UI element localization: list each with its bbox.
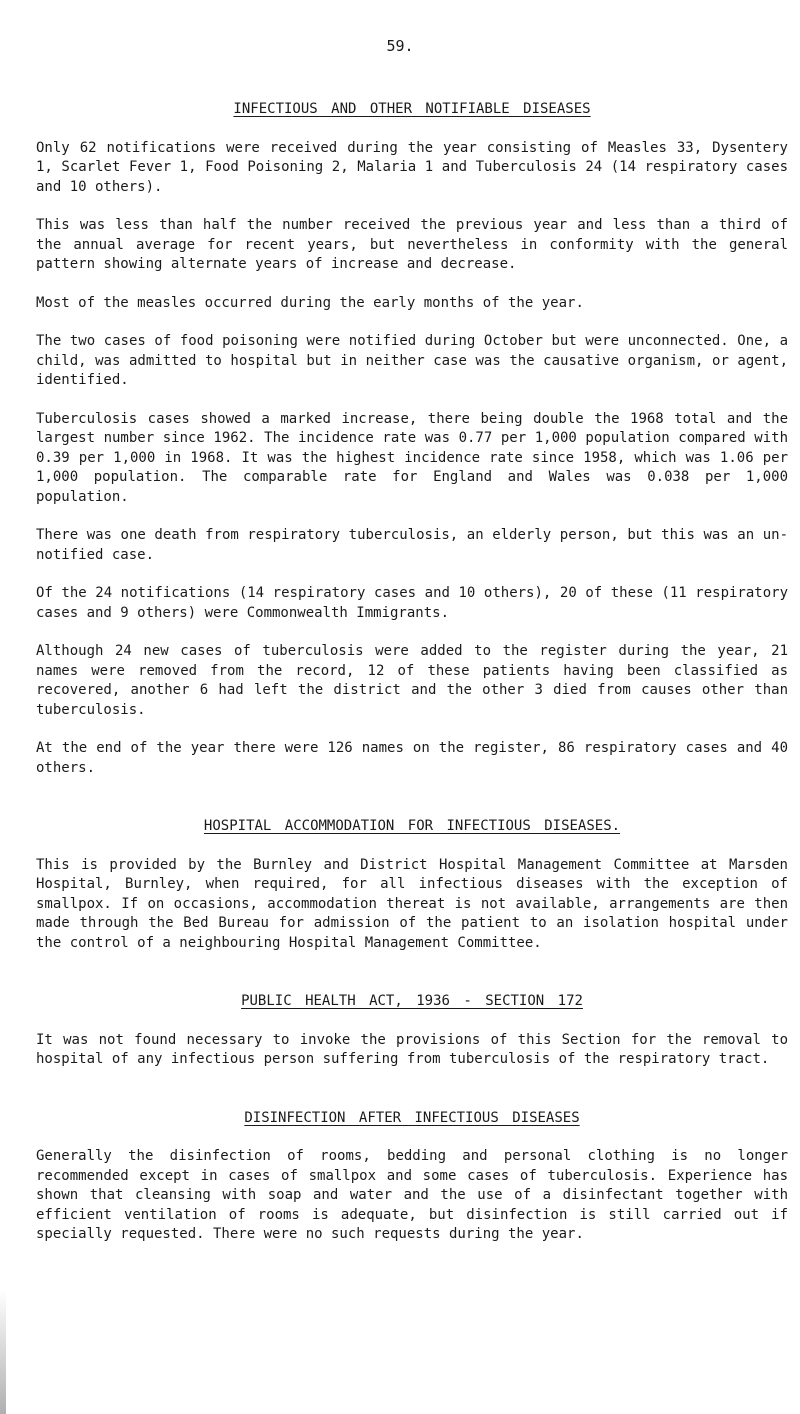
document-body [36,100,788,1264]
paragraph: Only 62 notifications were received during the year consisting of Measles 33, Dysentery 1, Scarlet Fever 1, Food Poisoning 2, Malaria 1 and Tuberculosis 24 (14 respiratory cases and 10 others). [36,139,788,195]
section-hospital-accommodation [36,817,788,953]
paragraph: There was one death from respiratory tuberculosis, an elderly person, but this was an un-notified case. [36,527,788,563]
paragraph: Tuberculosis cases showed a marked increase, there being double the 1968 total and the largest number since 1962. The incidence rate was 0.77 per 1,000 population compared with 0.39 per 1,000 in 1968. It was the highest incidence rate since 1958, which was 1.06 per 1,000 population. The comparable rate for England and Wales was 0.038 per 1,000 population. [36,410,788,505]
paragraph: This was less than half the number received the previous year and less than a third of the annual average for recent years, but nevertheless in conformity with the general pattern showing alternate years of increase and decrease. [36,217,788,272]
section-infectious-diseases [36,100,788,778]
paragraph: Although 24 new cases of tuberculosis were added to the register during the year, 21 names were removed from the record, 12 of these patients having been classified as recovered, another 6 had left the district and the other 3 died from causes other than tuberculosis. [36,643,788,718]
paragraph: This is provided by the Burnley and District Hospital Management Committee at Marsden Hospital, Burnley, when required, for all infectious diseases with the exception of smallpox. If on occasions, accommodation thereat is not available, arrangements are then made through the Bed Bureau for admission of the patient to an isolation hospital under the control of a neighbouring Hospital Management Committee. [36,856,788,951]
section-spacer [36,797,788,817]
paragraph: Generally the disinfection of rooms, bedding and personal clothing is no longer recommended except in cases of smallpox and some cases of tuberculosis. Experience has shown that cleansing with soap and water and the use of a disinfectant together with efficient ventilation of rooms is adequate, but disinfection is still carried out if specially requested. There were no such requests during the year. [36,1148,788,1242]
paragraph: It was not found necessary to invoke the provisions of this Section for the removal to hospital of any infectious person suffering from tuberculosis of the respiratory tract. [36,1031,788,1067]
section-spacer [36,1089,788,1109]
section-heading: INFECTIOUS AND OTHER NOTIFIABLE DISEASES [233,101,591,117]
scan-edge-shadow [0,1290,6,1414]
section-public-health-act [36,992,788,1070]
section-heading: PUBLIC HEALTH ACT, 1936 - SECTION 172 [241,993,583,1009]
section-heading: HOSPITAL ACCOMMODATION FOR INFECTIOUS DISEASES. [203,818,621,834]
paragraph: Most of the measles occurred during the early months of the year. [36,294,584,311]
page-number: 59. [386,37,414,55]
paragraph: Of the 24 notifications (14 respiratory cases and 10 others), 20 of these (11 respiratory cases and 9 others) were Commonwealth Immigrants. [36,585,788,621]
section-heading: DISINFECTION AFTER INFECTIOUS DISEASES [244,1109,580,1126]
section-spacer [36,972,788,992]
paragraph: At the end of the year there were 126 names on the register, 86 respiratory cases and 40 others. [36,740,788,776]
section-disinfection [36,1109,788,1245]
paragraph: The two cases of food poisoning were notified during October but were unconnected. One, a child, was admitted to hospital but in neither case was the causative organism, or agent, identified. [36,333,788,388]
